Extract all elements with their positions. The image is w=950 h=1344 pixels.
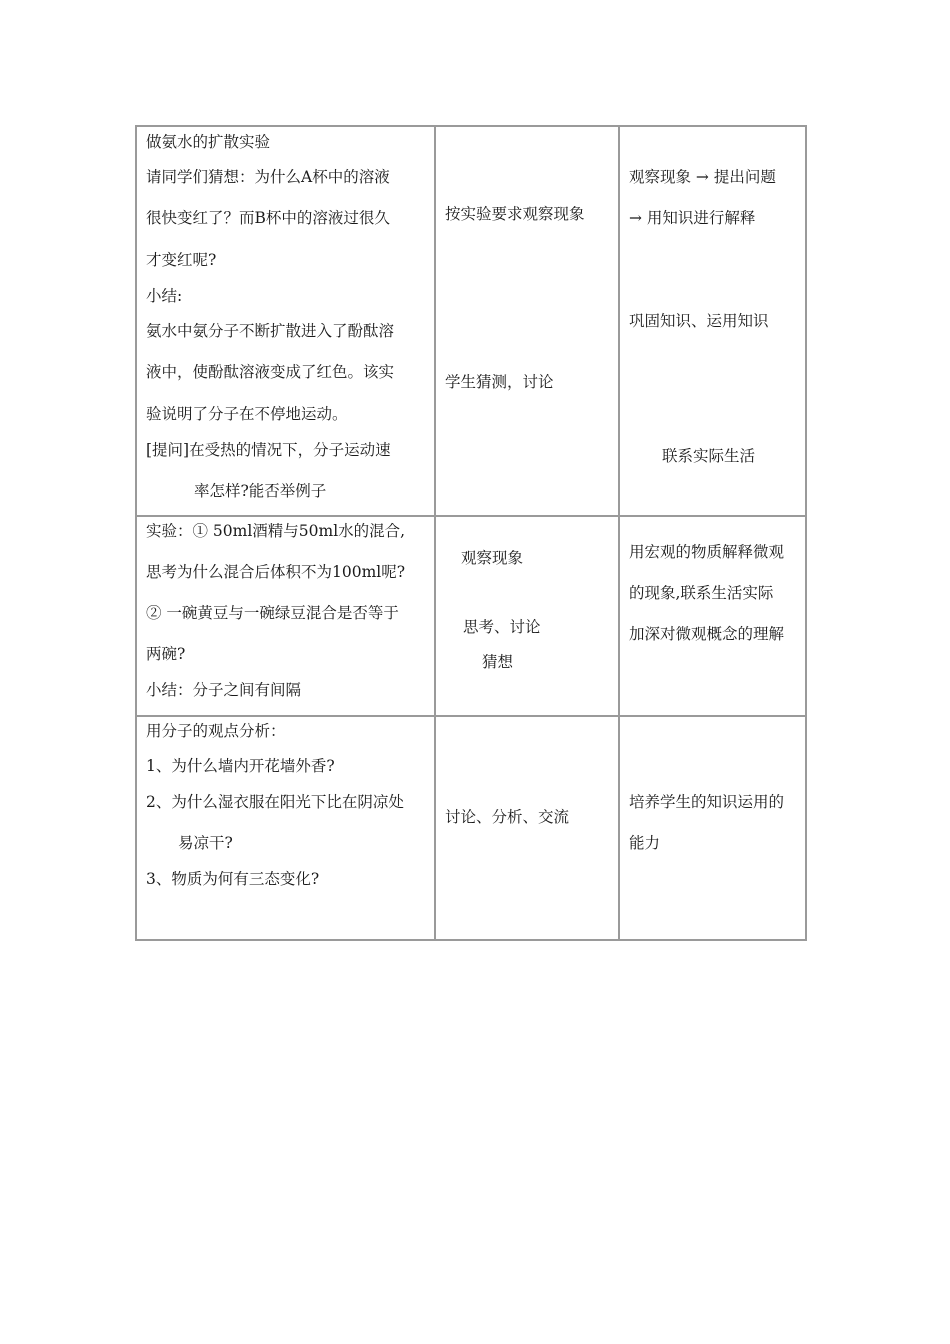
purpose-line: 培养学生的知识运用的 [629, 793, 785, 811]
teaching-content-cell [136, 126, 435, 516]
content-line: 用分子的观点分析： [146, 722, 286, 740]
content-line: 做氨水的扩散实验 [146, 133, 271, 151]
design-purpose-cell [619, 126, 806, 516]
content-line: 小结：分子之间有间隔 [146, 681, 302, 699]
content-line: 氨水中氨分子不断扩散进入了酚酞溶 [146, 322, 395, 340]
content-line: 请同学们猜想：为什么A杯中的溶液 [146, 168, 390, 186]
content-line: 率怎样?能否举例子 [194, 482, 327, 500]
activity-line: 按实验要求观察现象 [445, 205, 585, 223]
content-line: ② 一碗黄豆与一碗绿豆混合是否等于 [146, 604, 399, 622]
purpose-line: 用宏观的物质解释微观 [629, 543, 785, 561]
table-row [136, 716, 806, 940]
purpose-line: → 用知识进行解释 [629, 209, 756, 227]
content-line: 小结: [146, 287, 183, 305]
purpose-line: 观察现象 → 提出问题 [629, 168, 776, 186]
lesson-plan-table [135, 125, 807, 941]
table-row [136, 516, 806, 716]
student-activity-cell [435, 126, 619, 516]
content-line: 3、物质为何有三态变化? [146, 870, 320, 888]
student-activity-cell [435, 716, 619, 940]
activity-line: 猜想 [482, 653, 514, 671]
teaching-content-cell [136, 716, 435, 940]
content-line: 2、为什么湿衣服在阳光下比在阴凉处 [146, 793, 404, 811]
content-line: 验说明了分子在不停地运动。 [146, 405, 348, 423]
activity-line: 思考、讨论 [463, 618, 541, 636]
content-line: 很快变红了？而B杯中的溶液过很久 [146, 209, 390, 227]
purpose-line: 能力 [629, 834, 661, 852]
design-purpose-cell [619, 516, 806, 716]
purpose-line: 的现象,联系生活实际 [629, 584, 774, 602]
activity-line: 观察现象 [461, 549, 524, 567]
purpose-line: 巩固知识、运用知识 [629, 312, 769, 330]
activity-line: 讨论、分析、交流 [445, 808, 570, 826]
content-line: 才变红呢? [146, 251, 217, 269]
activity-line: 学生猜测，讨论 [445, 373, 554, 391]
table-row [136, 126, 806, 516]
content-line: 易凉干? [178, 834, 233, 852]
purpose-line: 联系实际生活 [662, 447, 756, 465]
content-line: 实验：① 50ml酒精与50ml水的混合, [146, 522, 406, 540]
content-line: 液中，使酚酞溶液变成了红色。该实 [146, 363, 395, 381]
content-line: 两碗? [146, 645, 186, 663]
content-line: 1、为什么墙内开花墙外香? [146, 757, 335, 775]
student-activity-cell [435, 516, 619, 716]
content-line: 思考为什么混合后体积不为100ml呢? [146, 563, 406, 581]
purpose-line: 加深对微观概念的理解 [629, 625, 785, 643]
design-purpose-cell [619, 716, 806, 940]
teaching-content-cell [136, 516, 435, 716]
content-line: [提问]在受热的情况下，分子运动速 [146, 441, 391, 459]
